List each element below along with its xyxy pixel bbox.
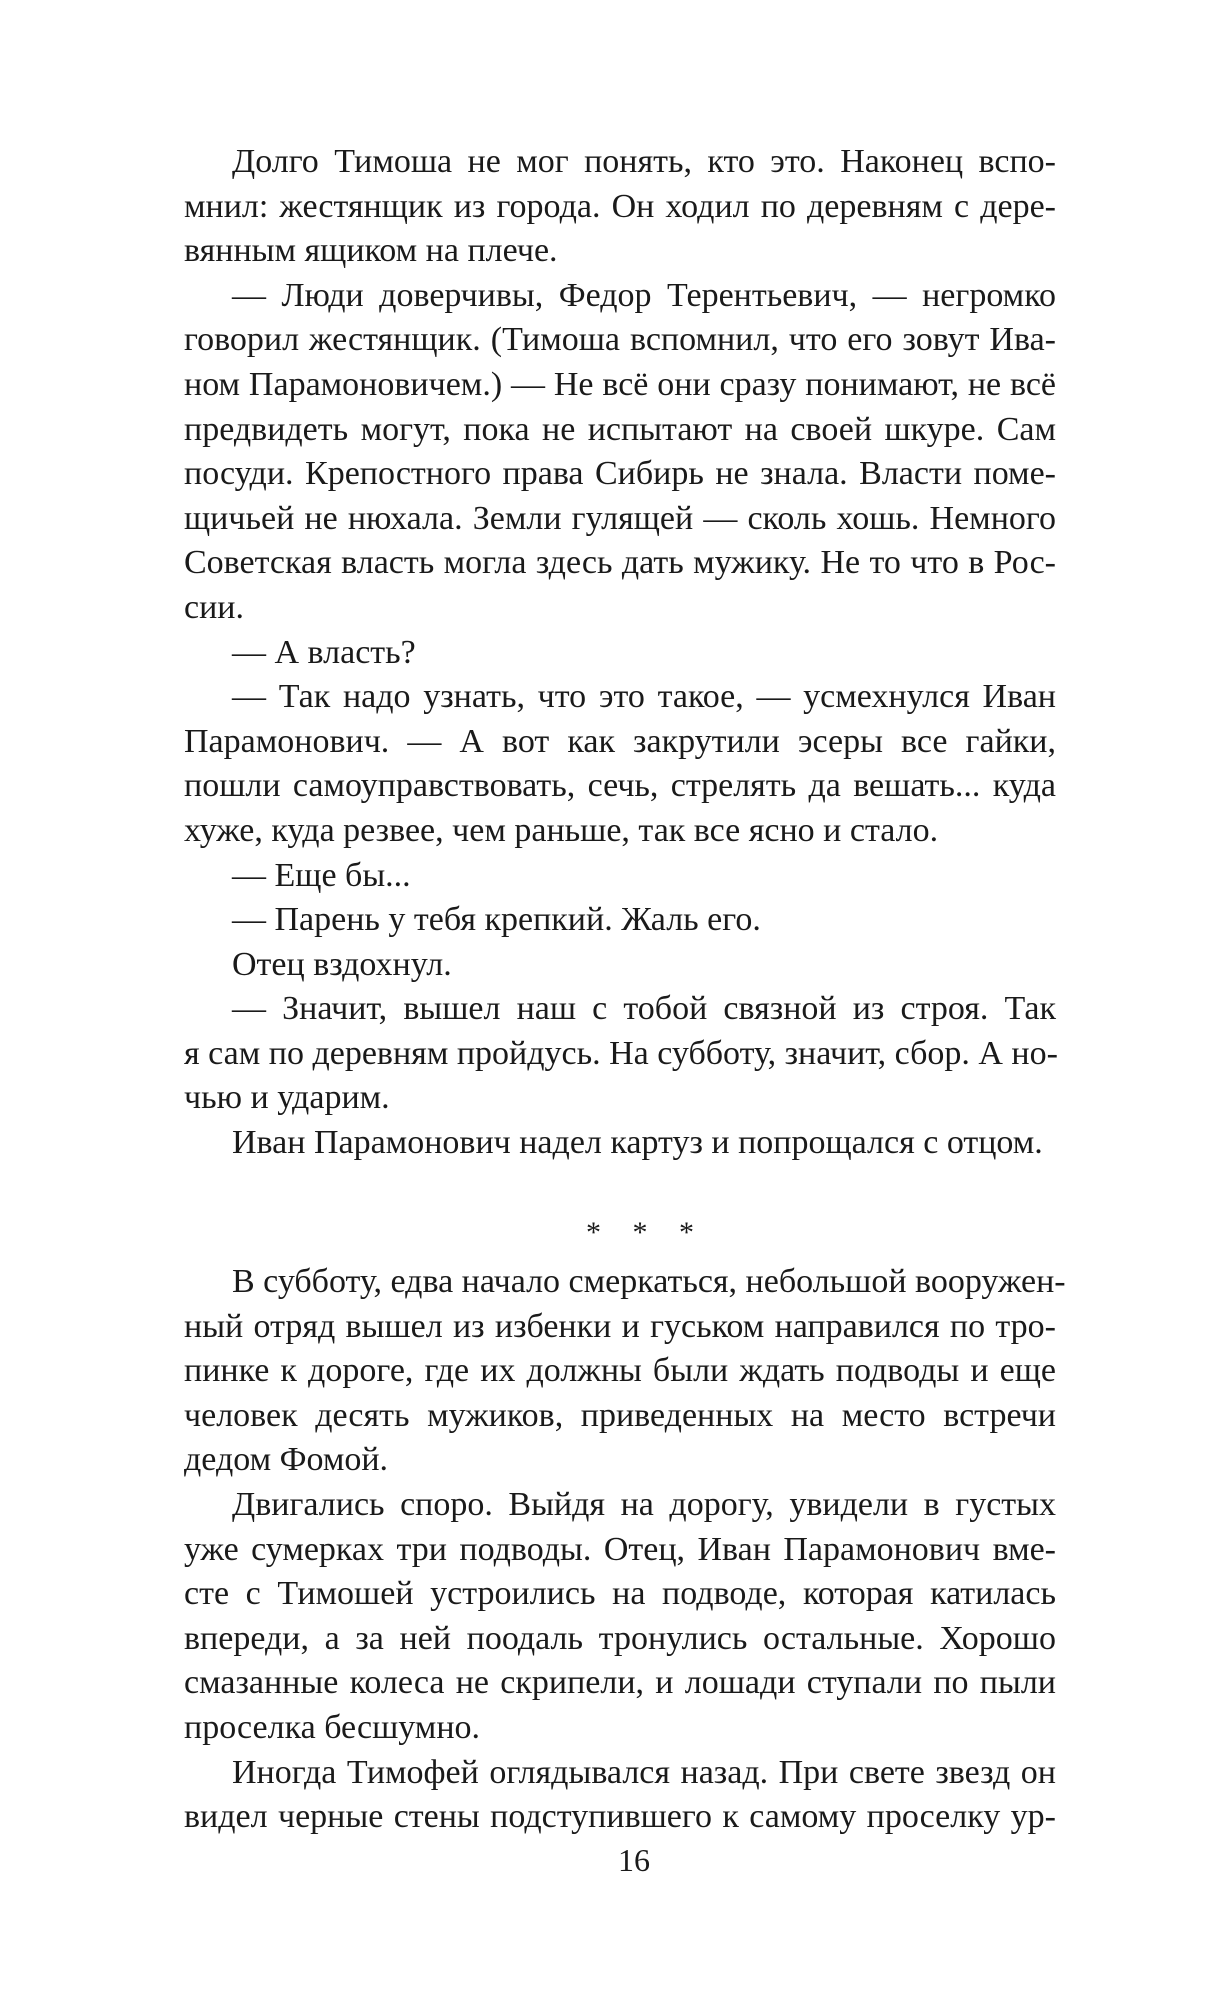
text-line: Советская власть могла здесь дать мужику. Не то что в Рос- — [184, 544, 1056, 582]
text-line: пинке к дороге, где их должны были ждать подводы и еще — [184, 1352, 1056, 1390]
text-line: Парамонович. — А вот как закрутили эсеры все гайки, — [184, 722, 1056, 760]
text-line: смазанные колеса не скрипели, и лошади ступали по пыли — [184, 1664, 1056, 1702]
text-line: хуже, куда резвее, чем раньше, так все ясно и стало. — [184, 811, 939, 849]
section-separator: * * * — [586, 1216, 706, 1249]
text-line: сте с Тимошей устроились на подводе, которая катилась — [184, 1575, 1056, 1613]
text-line: ном Парамоновичем.) — Не всё они сразу понимают, не всё — [184, 365, 1056, 403]
text-line: чью и ударим. — [184, 1079, 390, 1117]
text-line: вянным ящиком на плече. — [184, 232, 558, 270]
text-line: пошли самоуправствовать, сечь, стрелять да вешать... куда — [184, 767, 1056, 805]
text-line: щичьей не нюхала. Земли гулящей — сколь хошь. Немного — [184, 499, 1056, 537]
text-line: В субботу, едва начало смеркаться, небольшой вооружен- — [232, 1263, 1066, 1300]
text-line: мнил: жестянщик из города. Он ходил по деревням с дере- — [184, 187, 1056, 225]
text-line: проселка бесшумно. — [184, 1708, 481, 1746]
text-line: говорил жестянщик. (Тимоша вспомнил, что его зовут Ива- — [184, 321, 1056, 359]
text-line: я сам по деревням пройдусь. На субботу, значит, сбор. А но- — [184, 1034, 1058, 1072]
text-line: видел черные стены подступившего к самому проселку ур- — [184, 1798, 1056, 1836]
text-line: впереди, а за ней поодаль тронулись остальные. Хорошо — [184, 1619, 1056, 1657]
text-line: — Еще бы... — [232, 856, 411, 894]
text-line: Отец вздохнул. — [232, 945, 452, 983]
text-line: Долго Тимоша не мог понять, кто это. Наконец вспо- — [232, 143, 1056, 180]
text-line: — Люди доверчивы, Федор Терентьевич, — негромко — [232, 276, 1056, 314]
text-block-second — [184, 1260, 1066, 1840]
text-line: — Так надо узнать, что это такое, — усмехнулся Иван — [232, 678, 1056, 716]
text-line: ный отряд вышел из избенки и гуськом направился по тро- — [184, 1307, 1056, 1345]
text-line: уже сумерках три подводы. Отец, Иван Парамонович вме- — [184, 1530, 1056, 1568]
page-number: 16 — [618, 1842, 650, 1878]
text-line: — Значит, вышел наш с тобой связной из строя. Так — [232, 990, 1056, 1028]
text-line: Двигались споро. Выйдя на дорогу, увидели в густых — [232, 1485, 1056, 1523]
text-line: человек десять мужиков, приведенных на место встречи — [184, 1396, 1056, 1434]
text-line: Иван Парамонович надел картуз и попрощался с отцом. — [232, 1124, 1043, 1162]
text-line: — Парень у тебя крепкий. Жаль его. — [232, 901, 761, 939]
text-line: дедом Фомой. — [184, 1441, 389, 1479]
text-line: Иногда Тимофей оглядывался назад. При свете звезд он — [232, 1753, 1056, 1791]
text-line: — А власть? — [232, 633, 416, 671]
text-line: посуди. Крепостного права Сибирь не знала. Власти поме- — [184, 455, 1056, 493]
text-line: сии. — [184, 588, 244, 626]
text-block-first — [184, 140, 1056, 1166]
text-line: предвидеть могут, пока не испытают на своей шкуре. Сам — [184, 410, 1056, 448]
